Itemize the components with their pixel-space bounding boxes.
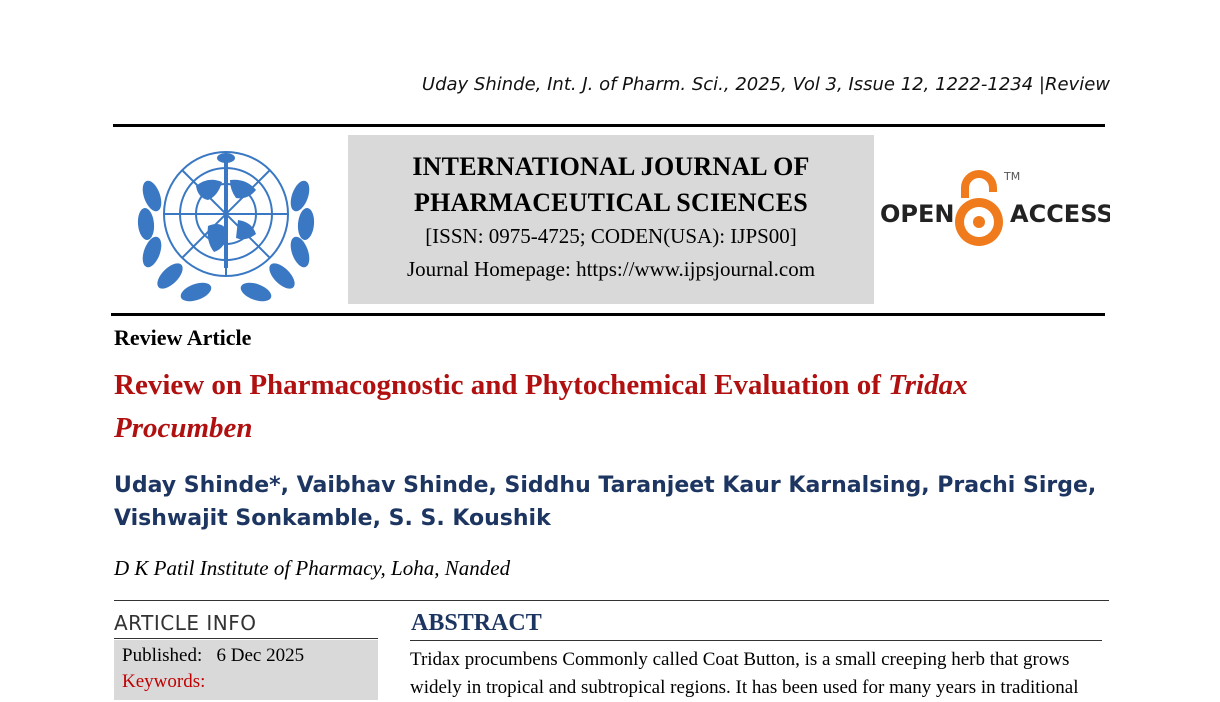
journal-logo [126,136,326,306]
abstract-rule [410,640,1102,641]
open-access-tm: TM [1004,170,1021,183]
article-info-rule [114,638,378,639]
journal-issn: [ISSN: 0975-4725; CODEN(USA): IJPS00] [425,224,797,248]
published-date: 6 Dec 2025 [216,645,305,666]
article-info-heading: ARTICLE INFO [114,611,257,635]
title-italic-species: Procumben [114,412,253,444]
abstract-heading: ABSTRACT [411,610,542,636]
open-lock-icon [955,174,1003,246]
running-head: Uday Shinde, Int. J. of Pharm. Sci., 2025, Vol 3, Issue 12, 1222-1234 |Review [421,74,1110,95]
affiliation-divider [114,600,1109,601]
author-list [114,469,1104,535]
abstract-line-1: Tridax procumbens Commonly called Coat Button, is a small creeping herb that grows [410,649,1070,670]
journal-name-line1: INTERNATIONAL JOURNAL OF [412,152,810,181]
author-line-2: Vishwajit Sonkamble, S. S. Koushik [114,506,551,531]
article-type: Review Article [114,325,252,350]
header-bottom-rule [111,313,1105,316]
title-italic-genus: Tridax [888,369,968,401]
article-title [114,364,1104,450]
published-label: Published: [122,645,203,666]
header-top-rule [113,124,1105,127]
published-row [122,645,304,667]
author-line-1: Uday Shinde*, Vaibhav Shinde, Siddhu Taranjeet Kaur Karnalsing, Prachi Sirge, [114,473,1097,498]
journal-name-line2: PHARMACEUTICAL SCIENCES [414,188,808,217]
open-access-right-text: ACCESS [1010,200,1110,228]
affiliation: D K Patil Institute of Pharmacy, Loha, Nanded [114,556,511,580]
journal-banner [348,135,874,304]
title-main: Review on Pharmacognostic and Phytochemical Evaluation of [114,369,889,401]
keywords-label: Keywords: [122,671,206,692]
open-access-left-text: OPEN [880,200,955,228]
un-emblem-icon [126,136,326,306]
abstract-line-2: widely in tropical and subtropical regions. It has been used for many years in traditional [410,677,1079,698]
open-access-logo [880,162,1110,254]
journal-homepage: Journal Homepage: https://www.ijpsjournal.com [406,257,816,281]
abstract-text [410,646,1107,702]
